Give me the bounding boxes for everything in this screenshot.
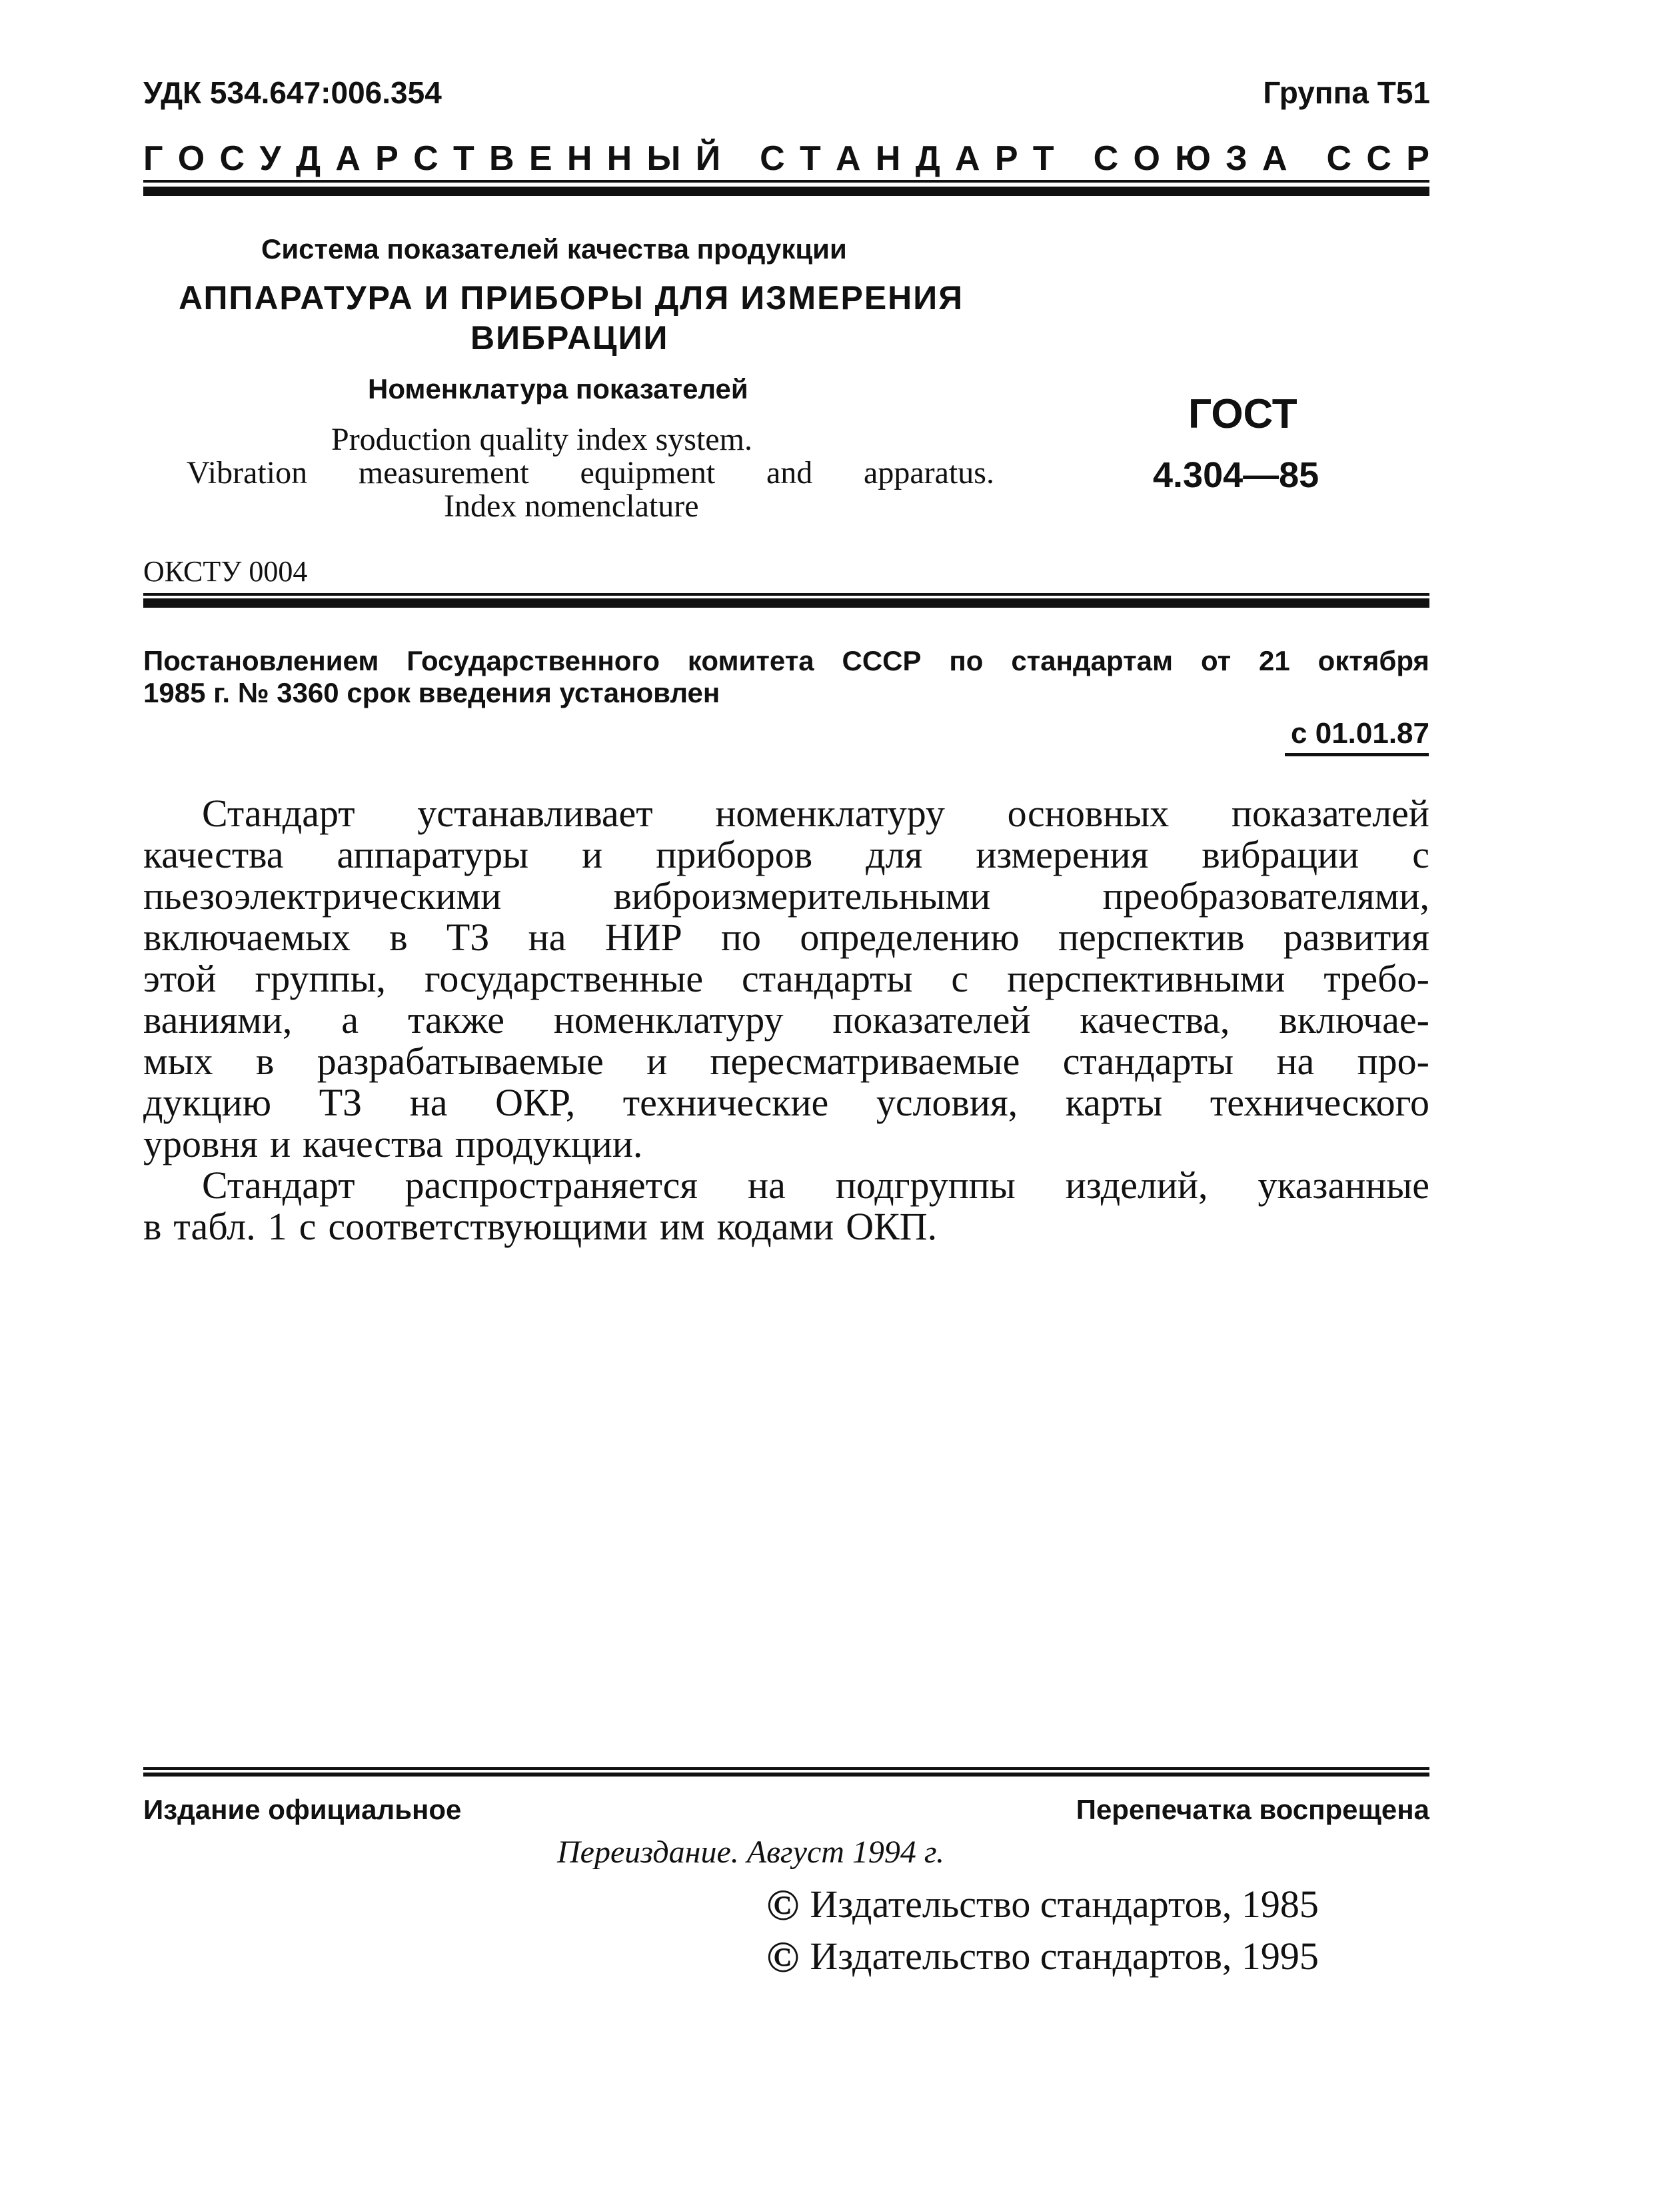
effective-date: с 01.01.87 — [1291, 717, 1429, 750]
body-word: карты — [1065, 1081, 1163, 1124]
document-title-line1: АППАРАТУРА И ПРИБОРЫ ДЛЯ ИЗМЕРЕНИЯ — [179, 279, 964, 317]
heading-letter: Р — [375, 139, 399, 178]
body-word: и — [646, 1040, 668, 1083]
heading-letter: С — [760, 139, 785, 178]
heading-letter: А — [836, 139, 861, 178]
heading-letter: В — [489, 139, 514, 178]
heading-letter: Н — [606, 139, 632, 178]
body-word: кодами — [716, 1205, 834, 1248]
body-word: в — [143, 1205, 162, 1248]
heading-letter: А — [955, 139, 980, 178]
udk-code: УДК 534.647:006.354 — [143, 75, 442, 110]
body-word: измерения — [976, 833, 1149, 876]
heading-letter: Н — [566, 139, 592, 178]
heading-letter: Й — [695, 139, 721, 178]
body-word: номенклатуру — [715, 792, 945, 835]
heading-letter: Н — [875, 139, 901, 178]
heading-letter: Г — [143, 139, 163, 178]
body-word: государственные — [424, 957, 704, 1000]
body-line — [143, 876, 1429, 917]
body-word: основных — [1007, 792, 1170, 835]
body-word: НИР — [604, 916, 682, 959]
body-word: также — [407, 998, 504, 1042]
body-word: табл. — [173, 1205, 256, 1248]
body-word: устанавливает — [417, 792, 653, 835]
decree-line1 — [143, 645, 1429, 677]
heading-letter: Е — [528, 139, 552, 178]
body-word: стандарты — [1062, 1040, 1234, 1083]
body-word: распространяется — [405, 1163, 698, 1207]
body-word: уровня — [143, 1122, 259, 1165]
heading-letter: А — [1261, 139, 1287, 178]
decree-word: октября — [1317, 645, 1429, 676]
heading-letter: С — [413, 139, 438, 178]
body-line — [143, 1000, 1429, 1041]
decree-word: Постановлением — [143, 645, 379, 676]
body-line — [143, 1041, 1429, 1082]
body-word: технического — [1210, 1081, 1429, 1124]
body-word: номенклатуру — [553, 998, 784, 1042]
heading-letter: О — [177, 139, 205, 178]
heading-letter: Ю — [1175, 139, 1211, 178]
title-divider-thick — [143, 598, 1429, 608]
state-standard-heading — [143, 139, 1429, 179]
body-word: а — [341, 998, 359, 1042]
body-word: мых — [143, 1040, 213, 1083]
body-word: на — [748, 1163, 786, 1207]
body-line — [143, 1206, 1429, 1247]
body-line — [143, 793, 1429, 834]
copyright-1995-text: Издательство стандартов, 1995 — [810, 1934, 1319, 1978]
body-word: вибрации — [1202, 833, 1359, 876]
body-line — [143, 917, 1429, 958]
body-word: про- — [1357, 1040, 1429, 1083]
body-word: дукцию — [143, 1081, 272, 1124]
body-word: развития — [1283, 916, 1429, 959]
heading-letter: Р — [994, 139, 1018, 178]
body-line — [143, 834, 1429, 876]
body-word: по — [721, 916, 762, 959]
body-word: качества — [303, 1122, 443, 1165]
body-word: группы, — [255, 957, 387, 1000]
body-word: виброизмерительными — [613, 874, 991, 918]
body-paragraph-2 — [143, 1165, 1429, 1247]
body-word: и — [582, 833, 603, 876]
heading-letter: Д — [915, 139, 940, 178]
body-word: Стандарт — [202, 1163, 355, 1207]
english-word: equipment — [580, 455, 716, 490]
body-word: пьезоэлектрическими — [143, 874, 502, 918]
effective-date-underline — [1285, 753, 1429, 756]
heading-letter: Т — [452, 139, 474, 178]
body-paragraph-1 — [143, 793, 1429, 1165]
body-word: включаемых — [143, 916, 351, 959]
heading-letter: Р — [1406, 139, 1429, 178]
body-word: ОКР, — [495, 1081, 576, 1124]
body-word: качества — [143, 833, 284, 876]
decree-text — [143, 645, 1429, 709]
group-code: Группа Т51 — [1263, 75, 1430, 110]
decree-word: от — [1200, 645, 1232, 676]
english-title-line3: Index nomenclature — [444, 488, 699, 524]
body-word: Стандарт — [202, 792, 355, 835]
document-subtitle: Номенклатура показателей — [368, 373, 748, 404]
heading-letter: О — [1133, 139, 1160, 178]
title-divider-thin — [143, 593, 1429, 596]
body-word: на — [528, 916, 566, 959]
header-divider-thin — [143, 180, 1429, 183]
body-word: с — [299, 1205, 317, 1248]
decree-word: СССР — [842, 645, 922, 676]
copyright-1985 — [766, 1880, 1319, 1931]
english-title-line1: Production quality index system. — [331, 422, 752, 457]
copyright-icon: © — [766, 1933, 800, 1982]
body-word: в — [389, 916, 408, 959]
decree-word: 21 — [1259, 645, 1290, 676]
body-line — [143, 1165, 1429, 1206]
body-word: ваниями, — [143, 998, 293, 1042]
body-word: для — [866, 833, 923, 876]
body-word: 1 — [267, 1205, 287, 1248]
body-word: этой — [143, 957, 217, 1000]
heading-letter: Т — [799, 139, 821, 178]
english-word: measurement — [358, 455, 529, 490]
body-word: указанные — [1258, 1163, 1429, 1207]
body-word: показателей — [832, 998, 1031, 1042]
document-title-line2: ВИБРАЦИИ — [470, 319, 669, 357]
heading-letter — [735, 139, 744, 179]
reissue-note: Переиздание. Август 1994 г. — [557, 1834, 945, 1870]
heading-letter: Ы — [646, 139, 681, 178]
body-word: технические — [622, 1081, 829, 1124]
heading-letter: С — [1093, 139, 1119, 178]
heading-letter: З — [1226, 139, 1248, 178]
decree-line2: 1985 г. № 3360 срок введения установлен — [143, 677, 720, 708]
gost-number: 4.304—85 — [1153, 455, 1319, 495]
body-word: определению — [800, 916, 1020, 959]
body-word: ТЗ — [319, 1081, 363, 1124]
official-edition: Издание официальное — [143, 1794, 462, 1825]
body-word: условия, — [876, 1081, 1018, 1124]
heading-letter: У — [259, 139, 281, 178]
heading-letter: С — [219, 139, 245, 178]
footer-divider-thin — [143, 1767, 1429, 1770]
body-word: стандарты — [742, 957, 913, 1000]
copyright-1985-text: Издательство стандартов, 1985 — [810, 1882, 1319, 1926]
decree-word: Государственного — [407, 645, 660, 676]
body-word: требо- — [1323, 957, 1429, 1000]
body-word: с — [951, 957, 969, 1000]
body-word: показателей — [1231, 792, 1429, 835]
body-word: пересматриваемые — [710, 1040, 1020, 1083]
body-word: ОКП. — [846, 1205, 938, 1248]
body-word: в — [256, 1040, 275, 1083]
english-word: Vibration — [187, 455, 308, 490]
body-line — [143, 1123, 1429, 1165]
okstu-code: ОКСТУ 0004 — [143, 555, 308, 588]
english-word: apparatus. — [864, 455, 994, 490]
body-word: и — [270, 1122, 291, 1165]
body-word: преобразователями, — [1102, 874, 1429, 918]
body-word: перспективными — [1007, 957, 1285, 1000]
body-word: изделий, — [1065, 1163, 1208, 1207]
gost-label: ГОСТ — [1188, 391, 1297, 437]
body-word: перспектив — [1058, 916, 1245, 959]
body-word: подгруппы — [835, 1163, 1016, 1207]
body-word: разрабатываемые — [317, 1040, 604, 1083]
body-word: качества, — [1080, 998, 1230, 1042]
header-divider-thick — [143, 187, 1429, 196]
heading-letter: А — [335, 139, 361, 178]
heading-letter — [1069, 139, 1078, 179]
decree-word: по — [949, 645, 984, 676]
english-word: and — [766, 455, 813, 490]
copyright-1995 — [766, 1932, 1319, 1983]
decree-word: комитета — [687, 645, 814, 676]
system-title: Система показателей качества продукции — [261, 233, 847, 265]
heading-letter: С — [1366, 139, 1391, 178]
decree-word: стандартам — [1011, 645, 1174, 676]
body-word: соответствующими — [328, 1205, 648, 1248]
body-word: на — [409, 1081, 448, 1124]
body-line — [143, 958, 1429, 1000]
heading-letter: Д — [295, 139, 321, 178]
heading-letter: С — [1326, 139, 1352, 178]
copyright-icon: © — [766, 1881, 800, 1930]
heading-letter — [1302, 139, 1311, 179]
body-word: продукции. — [454, 1122, 643, 1165]
english-title-line2 — [187, 454, 994, 491]
body-word: им — [659, 1205, 705, 1248]
body-word: ТЗ — [446, 916, 490, 959]
body-word: с — [1412, 833, 1429, 876]
footer-divider-thick — [143, 1773, 1429, 1777]
body-word: включае- — [1279, 998, 1429, 1042]
body-line — [143, 1082, 1429, 1123]
body-word: на — [1276, 1040, 1315, 1083]
body-word: аппаратуры — [337, 833, 529, 876]
reprint-forbidden: Перепечатка воспрещена — [1076, 1794, 1429, 1825]
body-word: приборов — [656, 833, 813, 876]
heading-letter: Т — [1032, 139, 1054, 178]
